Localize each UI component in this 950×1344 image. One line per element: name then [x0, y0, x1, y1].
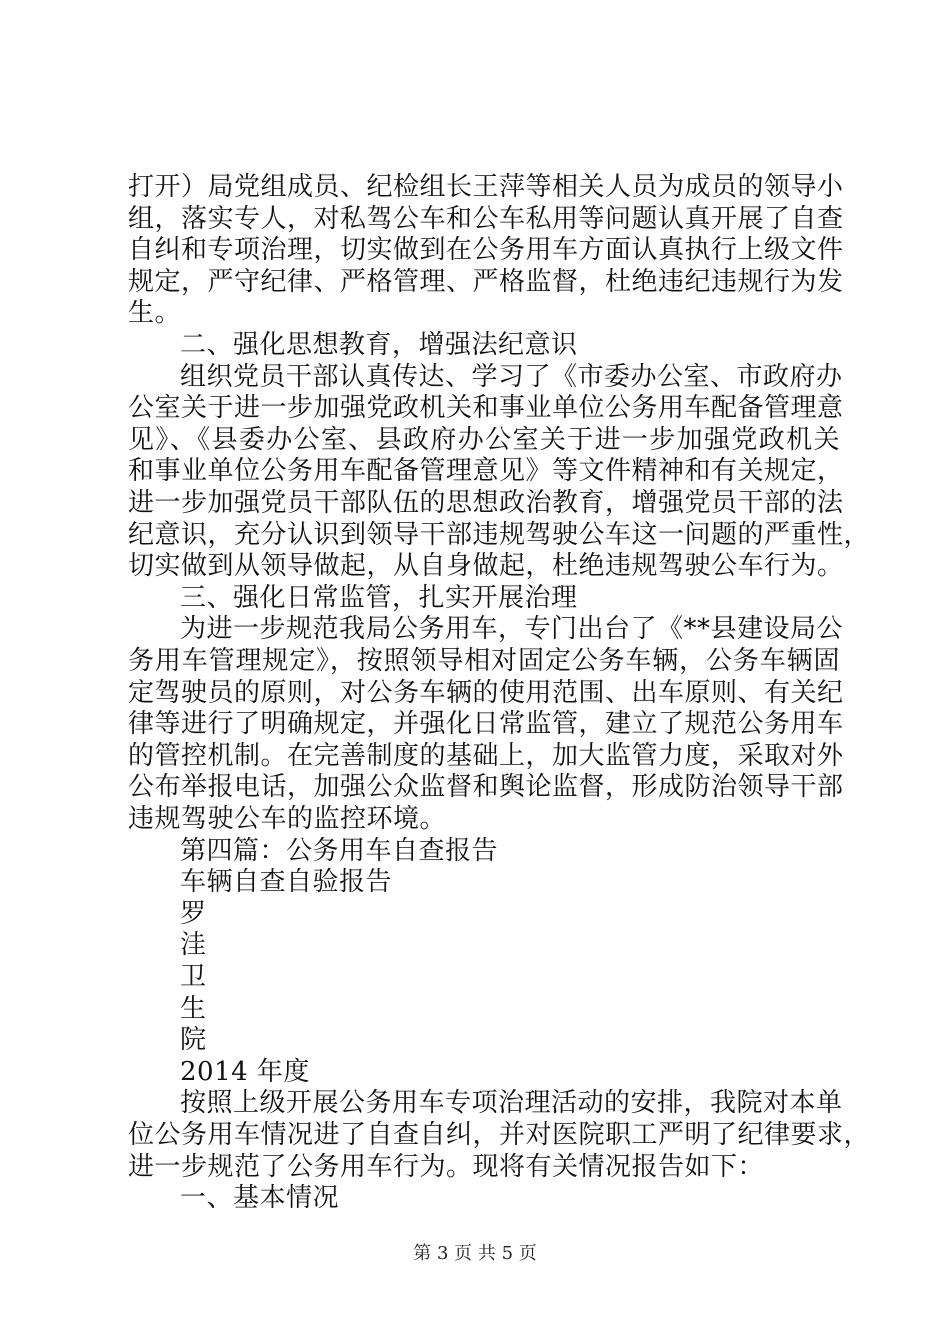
- paragraph-line: 按照上级开展公务用车专项治理活动的安排，我院对本单: [180, 1088, 843, 1118]
- paragraph-line: 为进一步规范我局公务用车，专门出台了《**县建设局公: [180, 614, 844, 644]
- section-heading: 二、强化思想教育，增强法纪意识: [180, 330, 578, 360]
- paragraph-line: 务用车管理规定》，按照领导相对固定公务车辆，公务车辆固: [128, 646, 840, 676]
- org-name-char: 罗: [180, 899, 207, 929]
- paragraph-line: 定驾驶员的原则，对公务车辆的使用范围、出车原则、有关纪: [128, 678, 844, 708]
- paragraph-line: 位公务用车情况进了自查自纠，并对医院职工严明了纪律要求，: [128, 1120, 871, 1150]
- paragraph-line: 自纠和专项治理，切实做到在公务用车方面认真执行上级文件: [128, 235, 844, 265]
- paragraph-line: 和事业单位公务用车配备管理意见》等文件精神和有关规定，: [128, 456, 844, 486]
- paragraph-line: 的管控机制。在完善制度的基础上，加大监管力度，采取对外: [128, 741, 844, 771]
- chapter-title: 第四篇：公务用车自查报告: [180, 836, 499, 866]
- paragraph-line: 进一步加强党员干部队伍的思想政治教育，增强党员干部的法: [128, 488, 844, 518]
- org-name-char: 生: [180, 994, 207, 1024]
- paragraph-line: 违规驾驶公车的监控环境。: [128, 804, 447, 834]
- paragraph-line: 组，落实专人，对私驾公车和公车私用等问题认真开展了自查: [128, 204, 844, 234]
- paragraph-line: 公布举报电话，加强公众监督和舆论监督，形成防治领导干部: [128, 772, 844, 802]
- section-heading: 一、基本情况: [180, 1183, 340, 1213]
- paragraph-line: 组织党员干部认真传达、学习了《市委办公室、市政府办: [180, 362, 843, 392]
- paragraph-line: 生。: [128, 298, 182, 328]
- org-name-char: 院: [180, 1025, 207, 1055]
- paragraph-line: 进一步规范了公务用车行为。现将有关情况报告如下：: [128, 1152, 765, 1182]
- report-year: 2014 年度: [180, 1057, 310, 1087]
- paragraph-line: 见》、《县委办公室、县政府办公室关于进一步加强党政机关: [128, 425, 840, 455]
- paragraph-line: 切实做到从领导做起，从自身做起，杜绝违规驾驶公车行为。: [128, 551, 844, 581]
- paragraph-line: 打开）局党组成员、纪检组长王萍等相关人员为成员的领导小: [128, 172, 844, 202]
- paragraph-line: 规定，严守纪律、严格管理、严格监督，杜绝违纪违规行为发: [128, 267, 844, 297]
- org-name-char: 洼: [180, 930, 207, 960]
- page-footer: 第 3 页 共 5 页: [413, 1243, 537, 1264]
- paragraph-line: 律等进行了明确规定，并强化日常监管，建立了规范公务用车: [128, 709, 844, 739]
- paragraph-line: 纪意识，充分认识到领导干部违规驾驶公车这一问题的严重性，: [128, 520, 871, 550]
- report-title: 车辆自查自验报告: [180, 867, 393, 897]
- section-heading: 三、强化日常监管，扎实开展治理: [180, 583, 578, 613]
- paragraph-line: 公室关于进一步加强党政机关和事业单位公务用车配备管理意: [128, 393, 844, 423]
- org-name-char: 卫: [180, 962, 207, 992]
